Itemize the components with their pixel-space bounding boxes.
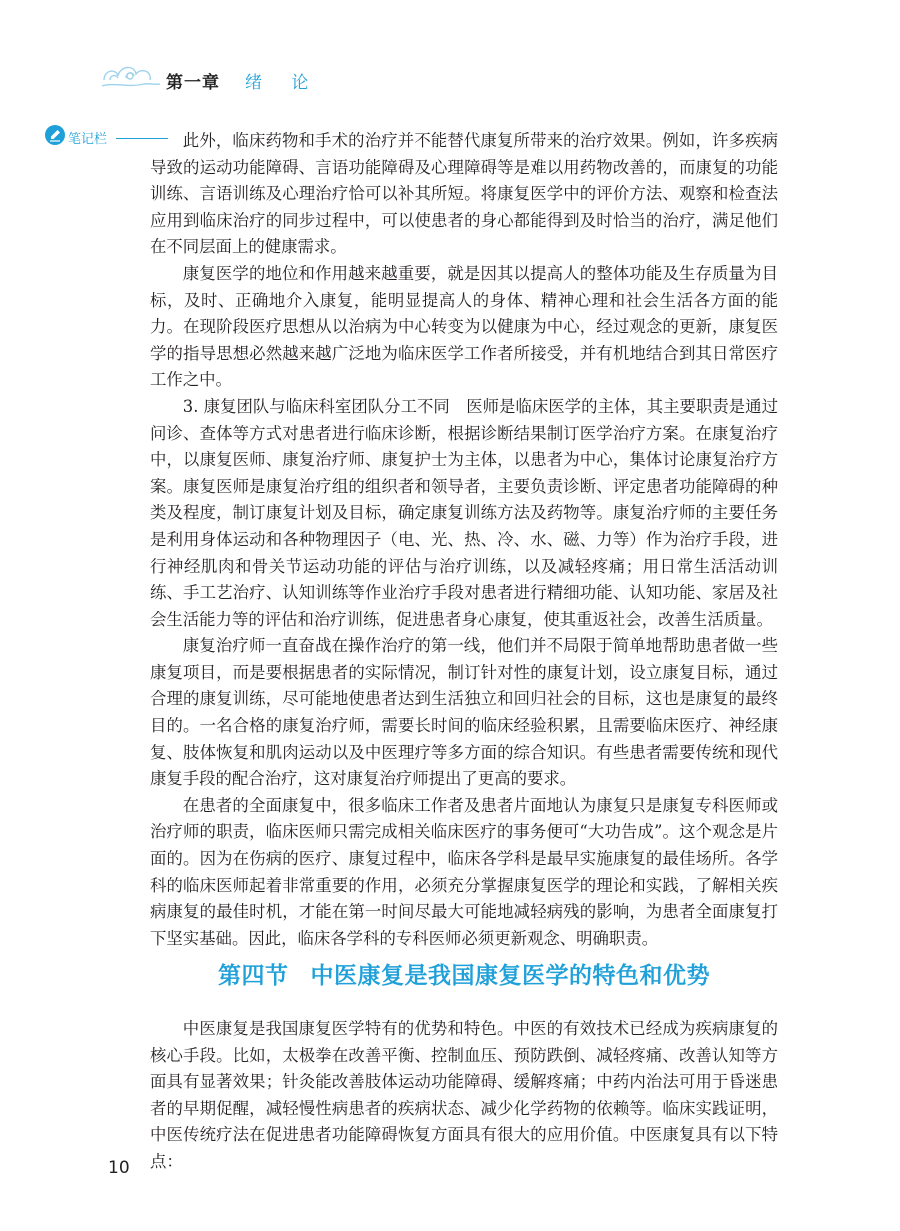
paragraph: 康复医学的地位和作用越来越重要，就是因其以提高人的整体功能及生存质量为目标，及时、正确地介入康复，能明显提高人的身体、精神心理和社会生活各方面的能力。在现阶段医疗思想从以治病为中心转变为以健康为中心，经过观念的更新，康复医学的指导思想必然越来越广泛地为临床医学工作者所接受，并有机地结合到其日常医疗工作之中。 [150, 263, 778, 390]
section-number: 第四节 [218, 963, 289, 989]
section-heading [150, 957, 778, 990]
cloud-ornament-icon [100, 58, 162, 94]
page-number: 10 [108, 1158, 130, 1178]
section-body-text [150, 1016, 778, 1176]
paragraph: 中医康复是我国康复医学特有的优势和特色。中医的有效技术已经成为疾病康复的核心手段。比如，太极拳在改善平衡、控制血压、预防跌倒、减轻疼痛、改善认知等方面具有显著效果；针灸能改善肢体运动功能障碍、缓解疼痛；中药内治法可用于昏迷患者的早期促醒，减轻慢性病患者的疾病状态、减少化学药物的依赖等。临床实践证明，中医传统疗法在促进患者功能障碍恢复方面具有很大的应用价值。中医康复具有以下特点： [150, 1019, 778, 1171]
body-text [150, 128, 778, 952]
paragraph: 3. 康复团队与临床科室团队分工不同 医师是临床医学的主体，其主要职责是通过问诊、查体等方式对患者进行临床诊断，根据诊断结果制订医学治疗方案。在康复治疗中，以康复医师、康复治疗师、康复护士为主体，以患者为中心，集体讨论康复治疗方案。康复医师是康复治疗组的组织者和领导者，主要负责诊断、评定患者功能障碍的种类及程度，制订康复计划及目标，确定康复训练方法及药物等。康复治疗师的主要任务是利用身体运动和各种物理因子（电、光、热、冷、水、磁、力等）作为治疗手段，进行神经肌肉和骨关节运动功能的评估与治疗训练，以及减轻疼痛；用日常生活活动训练、手工艺治疗、认知训练等作业治疗手段对患者进行精细功能、认知功能、家居及社会生活能力等的评估和治疗训练，促进患者身心康复，使其重返社会，改善生活质量。 [150, 396, 778, 629]
paragraph: 康复治疗师一直奋战在操作治疗的第一线，他们并不局限于简单地帮助患者做一些康复项目，而是要根据患者的实际情况，制订针对性的康复计划，设立康复目标，通过合理的康复训练，尽可能地使患者达到生活独立和回归社会的目标，这也是康复的最终目的。一名合格的康复治疗师，需要长时间的临床经验积累，且需要临床医疗、神经康复、肢体恢复和肌肉运动以及中医理疗等多方面的综合知识。有些患者需要传统和现代康复手段的配合治疗，这对康复治疗师提出了更高的要求。 [150, 636, 778, 789]
pencil-note-icon [44, 124, 66, 146]
paragraph: 此外，临床药物和手术的治疗并不能替代康复所带来的治疗效果。例如，许多疾病导致的运动功能障碍、言语功能障碍及心理障碍等是难以用药物改善的，而康复的功能训练、言语训练及心理治疗恰可以补其所短。将康复医学中的评价方法、观察和检查法应用到临床治疗的同步过程中，可以使患者的身心都能得到及时恰当的治疗，满足他们在不同层面上的健康需求。 [150, 131, 778, 257]
chapter-label: 第一章 [166, 73, 220, 93]
chapter-title: 绪 论 [245, 73, 321, 93]
paragraph: 在患者的全面康复中，很多临床工作者及患者片面地认为康复只是康复专科医师或治疗师的职责，临床医师只需完成相关临床医疗的事务便可“大功告成”。这个观念是片面的。因为在伤病的医疗、康复过程中，临床各学科是最早实施康复的最佳场所。各学科的临床医师起着非常重要的作用，必须充分掌握康复医学的理论和实践，了解相关疾病康复的最佳时机，才能在第一时间尽最大可能地减轻病残的影响，为患者全面康复打下坚实基础。因此，临床各学科的专科医师必须更新观念、明确职责。 [150, 795, 778, 948]
notes-label: 笔记栏 [68, 132, 108, 147]
section-title: 中医康复是我国康复医学的特色和优势 [310, 963, 710, 989]
page-header [100, 58, 880, 98]
notes-column-label [44, 124, 164, 148]
